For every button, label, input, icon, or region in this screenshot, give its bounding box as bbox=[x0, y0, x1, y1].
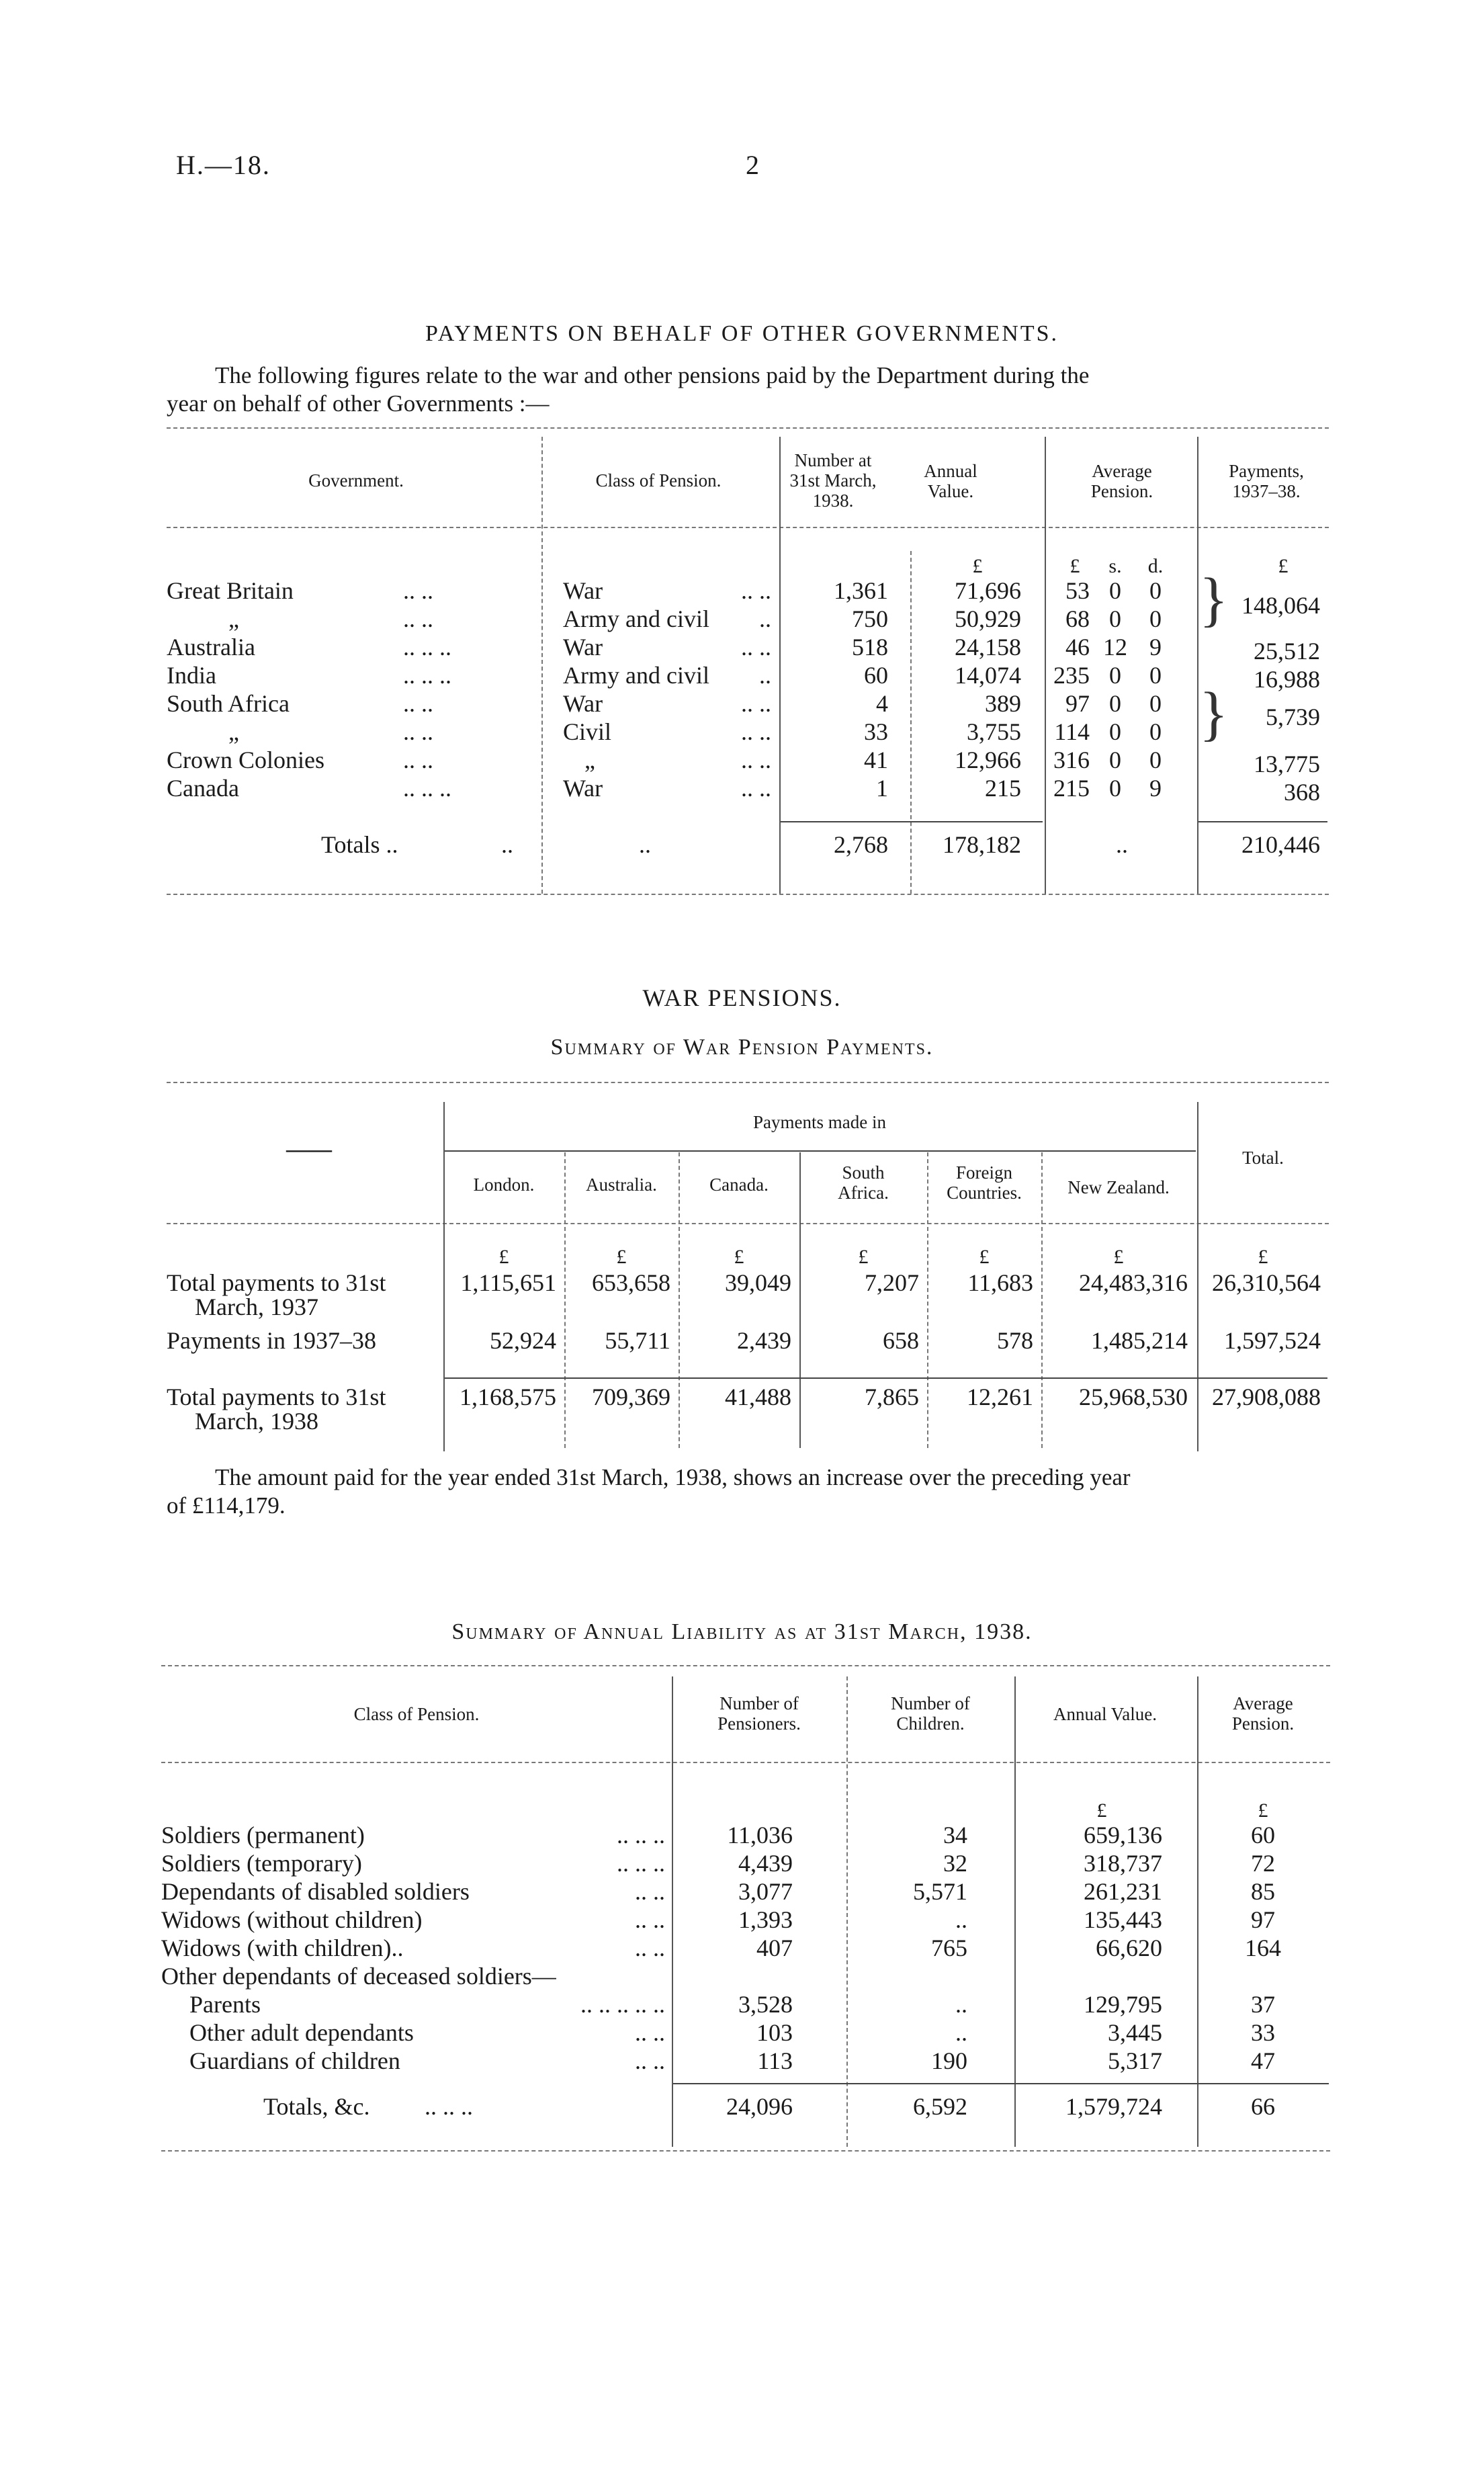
liability-totals-children: 6,592 bbox=[913, 2093, 967, 2120]
totals-annual: 178,182 bbox=[943, 831, 1021, 858]
government-leader-dots: .. .. .. bbox=[403, 634, 451, 661]
government-leader-dots: .. .. bbox=[403, 605, 433, 632]
pension-class-label: Dependants of disabled soldiers bbox=[161, 1878, 470, 1905]
class-leader-dots: .. bbox=[759, 605, 771, 632]
number-of-pensioners: 4,439 bbox=[738, 1850, 793, 1877]
payment-foreign: 12,261 bbox=[967, 1384, 1033, 1410]
section1-intro-line1: The following figures relate to the war and other pensions paid by the Department during the bbox=[215, 362, 1090, 388]
average-pension: 97 bbox=[1251, 1906, 1275, 1933]
number-of-pensioners: 3,528 bbox=[738, 1991, 793, 2018]
average-shillings: 0 bbox=[1109, 747, 1121, 773]
totals-class-dots: .. bbox=[639, 831, 651, 858]
unit-pound-2: £ bbox=[734, 1246, 744, 1268]
average-shillings: 0 bbox=[1109, 775, 1121, 802]
government-leader-dots: .. .. .. bbox=[403, 662, 451, 689]
payment-london: 1,168,575 bbox=[460, 1384, 556, 1410]
brace-south-africa: } bbox=[1199, 681, 1229, 747]
pension-class-label: Soldiers (permanent) bbox=[161, 1822, 365, 1848]
payment-foreign: 11,683 bbox=[967, 1269, 1033, 1296]
leader-dots: .. .. bbox=[635, 2019, 665, 2046]
class-leader-dots: .. .. bbox=[741, 718, 771, 745]
government-name: Australia bbox=[167, 634, 255, 661]
row-label: Payments in 1937–38 bbox=[167, 1327, 376, 1354]
average-pension: 37 bbox=[1251, 1991, 1275, 2018]
pension-class: War bbox=[563, 690, 603, 717]
number-of-pensioners: 103 bbox=[756, 2019, 793, 2046]
brace-great-britain: } bbox=[1199, 566, 1229, 633]
government-name: Crown Colonies bbox=[167, 747, 325, 773]
section1-intro-line2: year on behalf of other Governments :— bbox=[167, 390, 550, 417]
number-of-children: .. bbox=[955, 1991, 967, 2018]
unit-pound-6: £ bbox=[1258, 1246, 1268, 1268]
government-leader-dots: .. .. bbox=[403, 577, 433, 604]
number-at-31st-march: 4 bbox=[876, 690, 888, 717]
liability-totals-dots: .. .. .. bbox=[425, 2093, 473, 2120]
col-pensioners-header: Number of Pensioners. bbox=[717, 1693, 801, 1734]
payments-unit: £ bbox=[1278, 555, 1289, 577]
average-pound-unit: £ bbox=[1070, 555, 1080, 577]
col-australia-header: Australia. bbox=[586, 1175, 657, 1195]
pension-class: Army and civil bbox=[563, 605, 709, 632]
col-annual-value-header: Annual Value. bbox=[1053, 1704, 1157, 1724]
number-of-children: 32 bbox=[943, 1850, 967, 1877]
number-of-pensioners: 407 bbox=[756, 1934, 793, 1961]
col-canada-header: Canada. bbox=[709, 1175, 769, 1195]
leader-dots: .. .. bbox=[635, 1906, 665, 1933]
payment-australia: 55,711 bbox=[605, 1327, 670, 1354]
row-label: Total payments to 31st bbox=[167, 1269, 386, 1296]
annual-value: 12,966 bbox=[955, 747, 1021, 773]
totals-average: .. bbox=[1116, 831, 1128, 858]
pension-class: Civil bbox=[563, 718, 612, 745]
liability-totals-annual: 1,579,724 bbox=[1065, 2093, 1162, 2120]
class-leader-dots: .. .. bbox=[741, 634, 771, 661]
unit-pound-0: £ bbox=[498, 1246, 509, 1268]
government-name: „ bbox=[228, 718, 239, 745]
pension-class: War bbox=[563, 634, 603, 661]
number-at-31st-march: 33 bbox=[864, 718, 888, 745]
leader-dots: .. .. bbox=[635, 2047, 665, 2074]
col-foreign-header: Foreign Countries. bbox=[947, 1162, 1022, 1203]
totals-dots: .. bbox=[501, 831, 513, 858]
payments-australia: 25,512 bbox=[1254, 638, 1320, 665]
average-pounds: 97 bbox=[1065, 690, 1090, 717]
col-annual-header: Annual Value. bbox=[924, 461, 977, 501]
payment-london: 1,115,651 bbox=[460, 1269, 556, 1296]
payments-south-africa: 5,739 bbox=[1266, 704, 1320, 730]
payments-canada: 368 bbox=[1284, 779, 1320, 806]
annual-value: 5,317 bbox=[1108, 2047, 1162, 2074]
payment-canada: 39,049 bbox=[725, 1269, 791, 1296]
page-number: 2 bbox=[746, 150, 759, 180]
payments-made-in-header: Payments made in bbox=[753, 1112, 886, 1132]
col-average-pension-header: Average Pension. bbox=[1231, 1693, 1295, 1734]
annual-value: 215 bbox=[985, 775, 1021, 802]
average-pension-unit: £ bbox=[1258, 1799, 1268, 1822]
totals-payments: 210,446 bbox=[1241, 831, 1320, 858]
row-label: Total payments to 31st bbox=[167, 1384, 386, 1410]
leader-dots: .. .. bbox=[635, 1878, 665, 1905]
pension-class-label: Widows (without children) bbox=[161, 1906, 423, 1933]
pension-class-label: Parents bbox=[189, 1991, 261, 2018]
payment-south-africa: 7,865 bbox=[865, 1384, 919, 1410]
annual-value: 66,620 bbox=[1096, 1934, 1162, 1961]
average-pension: 85 bbox=[1251, 1878, 1275, 1905]
average-pence-unit: d. bbox=[1147, 555, 1164, 577]
col-children-header: Number of Children. bbox=[891, 1693, 970, 1734]
class-leader-dots: .. bbox=[759, 662, 771, 689]
unit-pound-1: £ bbox=[616, 1246, 627, 1268]
number-of-pensioners: 1,393 bbox=[738, 1906, 793, 1933]
government-leader-dots: .. .. bbox=[403, 718, 433, 745]
payment-total: 27,908,088 bbox=[1212, 1384, 1321, 1410]
average-pence: 0 bbox=[1149, 718, 1162, 745]
row-label-continued: March, 1938 bbox=[195, 1408, 318, 1435]
row-label-continued: March, 1937 bbox=[195, 1293, 318, 1320]
number-of-children: 34 bbox=[943, 1822, 967, 1848]
number-of-pensioners: 113 bbox=[757, 2047, 793, 2074]
average-shillings: 0 bbox=[1109, 718, 1121, 745]
leader-dots: .. .. bbox=[635, 1934, 665, 1961]
pension-class-label: Other dependants of deceased soldiers— bbox=[161, 1963, 556, 1990]
annual-value: 24,158 bbox=[955, 634, 1021, 661]
class-leader-dots: .. .. bbox=[741, 690, 771, 717]
number-at-31st-march: 1,361 bbox=[834, 577, 888, 604]
pension-class: Army and civil bbox=[563, 662, 709, 689]
average-pence: 0 bbox=[1149, 747, 1162, 773]
payment-south-africa: 7,207 bbox=[865, 1269, 919, 1296]
section2-subtitle: Summary of War Pension Payments. bbox=[550, 1035, 934, 1060]
average-shillings: 0 bbox=[1109, 577, 1121, 604]
page-reference: H.—18. bbox=[176, 150, 271, 180]
payment-london: 52,924 bbox=[490, 1327, 556, 1354]
pension-class: War bbox=[563, 577, 603, 604]
average-pension: 60 bbox=[1251, 1822, 1275, 1848]
average-shillings: 0 bbox=[1109, 662, 1121, 689]
col-class-header: Class of Pension. bbox=[595, 470, 722, 491]
average-shilling-unit: s. bbox=[1108, 555, 1122, 577]
payment-australia: 709,369 bbox=[592, 1384, 670, 1410]
number-at-31st-march: 750 bbox=[852, 605, 888, 632]
totals-label: Totals .. bbox=[321, 831, 398, 858]
annual-value: 50,929 bbox=[955, 605, 1021, 632]
number-of-children: 5,571 bbox=[913, 1878, 967, 1905]
payment-new-zealand: 1,485,214 bbox=[1091, 1327, 1188, 1354]
annual-value: 71,696 bbox=[955, 577, 1021, 604]
average-pension: 47 bbox=[1251, 2047, 1275, 2074]
unit-pound-4: £ bbox=[979, 1246, 990, 1268]
number-of-pensioners: 11,036 bbox=[727, 1822, 793, 1848]
average-shillings: 0 bbox=[1109, 605, 1121, 632]
average-pence: 9 bbox=[1149, 634, 1162, 661]
liability-totals-label: Totals, &c. bbox=[263, 2093, 370, 2120]
number-at-31st-march: 60 bbox=[864, 662, 888, 689]
average-pence: 0 bbox=[1149, 690, 1162, 717]
class-leader-dots: .. .. bbox=[741, 577, 771, 604]
annual-value: 3,755 bbox=[967, 718, 1021, 745]
pension-class-label: Other adult dependants bbox=[189, 2019, 414, 2046]
average-pounds: 316 bbox=[1053, 747, 1090, 773]
annual-value: 318,737 bbox=[1084, 1850, 1162, 1877]
government-leader-dots: .. .. bbox=[403, 690, 433, 717]
payments-great-britain: 148,064 bbox=[1241, 592, 1320, 619]
annual-value-unit: £ bbox=[1096, 1799, 1107, 1822]
pension-class: „ bbox=[584, 747, 595, 773]
average-shillings: 0 bbox=[1109, 690, 1121, 717]
number-of-children: .. bbox=[955, 1906, 967, 1933]
annual-value: 659,136 bbox=[1084, 1822, 1162, 1848]
payments-india: 16,988 bbox=[1254, 666, 1320, 693]
average-pence: 9 bbox=[1149, 775, 1162, 802]
liability-totals-average: 66 bbox=[1251, 2093, 1275, 2120]
government-name: Great Britain bbox=[167, 577, 294, 604]
payment-australia: 653,658 bbox=[592, 1269, 670, 1296]
average-pension: 72 bbox=[1251, 1850, 1275, 1877]
section2-note-line1: The amount paid for the year ended 31st March, 1938, shows an increase over the preceding year bbox=[215, 1464, 1131, 1490]
totals-number: 2,768 bbox=[834, 831, 888, 858]
liability-totals-pensioners: 24,096 bbox=[726, 2093, 793, 2120]
annual-value: 129,795 bbox=[1084, 1991, 1162, 2018]
leader-dots: .. .. .. bbox=[617, 1822, 665, 1848]
government-leader-dots: .. .. .. bbox=[403, 775, 451, 802]
pension-class-label: Widows (with children).. bbox=[161, 1934, 404, 1961]
annual-unit: £ bbox=[972, 555, 983, 577]
col-south-africa-header: South Africa. bbox=[838, 1162, 889, 1203]
section2-title: WAR PENSIONS. bbox=[642, 984, 842, 1011]
class-leader-dots: .. .. bbox=[741, 747, 771, 773]
government-leader-dots: .. .. bbox=[403, 747, 433, 773]
payment-foreign: 578 bbox=[997, 1327, 1033, 1354]
average-pounds: 46 bbox=[1065, 634, 1090, 661]
average-pension: 33 bbox=[1251, 2019, 1275, 2046]
number-of-children: 765 bbox=[931, 1934, 967, 1961]
average-pounds: 235 bbox=[1053, 662, 1090, 689]
pension-class-label: Soldiers (temporary) bbox=[161, 1850, 362, 1877]
section3-title: Summary of Annual Liability as at 31st March, 1938. bbox=[451, 1619, 1033, 1644]
government-name: Canada bbox=[167, 775, 239, 802]
government-name: „ bbox=[228, 605, 239, 632]
class-leader-dots: .. .. bbox=[741, 775, 771, 802]
annual-value: 389 bbox=[985, 690, 1021, 717]
payment-total: 1,597,524 bbox=[1224, 1327, 1321, 1354]
payment-south-africa: 658 bbox=[883, 1327, 919, 1354]
average-shillings: 12 bbox=[1103, 634, 1127, 661]
col-number-header: Number at 31st March, 1938. bbox=[789, 450, 877, 511]
number-at-31st-march: 41 bbox=[864, 747, 888, 773]
government-name: India bbox=[167, 662, 216, 689]
unit-pound-5: £ bbox=[1113, 1246, 1124, 1268]
average-pounds: 114 bbox=[1054, 718, 1090, 745]
section2-note-line2: of £114,179. bbox=[167, 1492, 286, 1519]
payment-new-zealand: 24,483,316 bbox=[1079, 1269, 1188, 1296]
number-at-31st-march: 1 bbox=[876, 775, 888, 802]
average-pounds: 68 bbox=[1065, 605, 1090, 632]
average-pension: 164 bbox=[1245, 1934, 1281, 1961]
col-new-zealand-header: New Zealand. bbox=[1067, 1177, 1170, 1197]
payments-crown-colonies: 13,775 bbox=[1254, 751, 1320, 777]
section1-title: PAYMENTS ON BEHALF OF OTHER GOVERNMENTS. bbox=[425, 321, 1059, 346]
col-average-header: Average Pension. bbox=[1090, 461, 1153, 501]
annual-value: 261,231 bbox=[1084, 1878, 1162, 1905]
annual-value: 135,443 bbox=[1084, 1906, 1162, 1933]
average-pounds: 53 bbox=[1065, 577, 1090, 604]
payment-new-zealand: 25,968,530 bbox=[1079, 1384, 1188, 1410]
number-of-children: .. bbox=[955, 2019, 967, 2046]
pension-class: War bbox=[563, 775, 603, 802]
number-of-pensioners: 3,077 bbox=[738, 1878, 793, 1905]
average-pounds: 215 bbox=[1053, 775, 1090, 802]
payment-canada: 2,439 bbox=[737, 1327, 791, 1354]
col-total-header: Total. bbox=[1242, 1148, 1284, 1168]
number-at-31st-march: 518 bbox=[852, 634, 888, 661]
average-pence: 0 bbox=[1149, 662, 1162, 689]
col-payments-header: Payments, 1937–38. bbox=[1229, 461, 1304, 501]
government-name: South Africa bbox=[167, 690, 290, 717]
col-london-header: London. bbox=[473, 1175, 535, 1195]
average-pence: 0 bbox=[1149, 577, 1162, 604]
average-pence: 0 bbox=[1149, 605, 1162, 632]
leader-dots: .. .. .. .. .. bbox=[580, 1991, 665, 2018]
number-of-children: 190 bbox=[931, 2047, 967, 2074]
pension-class-label: Guardians of children bbox=[189, 2047, 400, 2074]
col-class-of-pension-header: Class of Pension. bbox=[353, 1704, 480, 1724]
payment-canada: 41,488 bbox=[725, 1384, 791, 1410]
leader-dots: .. .. .. bbox=[617, 1850, 665, 1877]
unit-pound-3: £ bbox=[858, 1246, 869, 1268]
payment-total: 26,310,564 bbox=[1212, 1269, 1321, 1296]
annual-value: 14,074 bbox=[955, 662, 1021, 689]
col-government-header: Government. bbox=[308, 470, 404, 491]
stub-dash: —— bbox=[286, 1137, 332, 1162]
annual-value: 3,445 bbox=[1108, 2019, 1162, 2046]
